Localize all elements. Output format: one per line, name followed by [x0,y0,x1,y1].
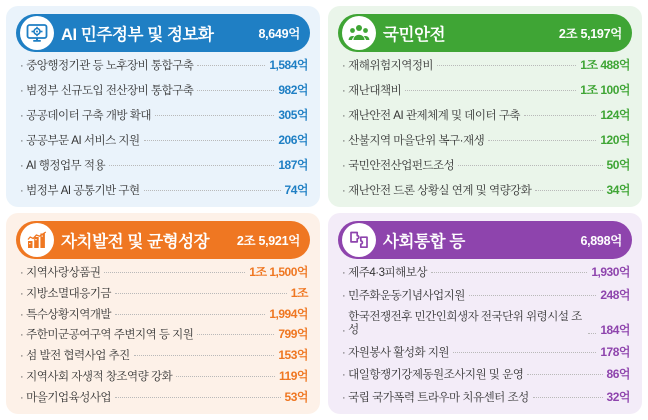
panel-item-list [16,263,310,408]
panel-total: 2조 5,197억 [558,27,622,41]
item-amount: 86억 [606,367,630,382]
bullet-icon: · [20,84,24,97]
bullet-icon: · [20,350,24,363]
list-item [20,348,308,364]
item-label: 공공부문 AI 서비스 지원 [26,134,140,147]
panel-total: 2조 5,921억 [236,234,300,248]
panel-public-safety [328,6,642,207]
leader-line [115,293,287,294]
list-item [342,367,630,383]
panel-title: 국민안전 [383,26,446,44]
bullet-icon: · [20,391,24,404]
bullet-icon: · [20,287,24,300]
panel-local-development [6,213,320,414]
bullet-icon: · [20,134,24,147]
list-item [20,133,308,149]
list-item [342,58,630,74]
panel-item-list [338,263,632,408]
item-label: 재난안전 AI 관제체계 및 데이터 구축 [348,109,521,122]
list-item [342,345,630,361]
item-label: 공공데이터 구축 개방 확대 [26,109,151,122]
item-amount: 1,994억 [269,306,308,321]
bullet-icon: · [342,346,346,359]
leader-line [588,333,596,334]
list-item [20,327,308,343]
item-label: 제주4·3피해보상 [348,267,427,279]
leader-line [535,190,602,191]
leader-line [197,90,274,91]
leader-line [134,355,275,356]
bullet-icon: · [342,184,346,197]
item-amount: 34억 [606,182,630,197]
list-item [342,183,630,199]
leader-line [115,314,265,315]
bullet-icon: · [20,329,24,342]
bullet-icon: · [20,184,24,197]
item-label: 섬 발전 협력사업 추진 [26,350,130,363]
item-label: 자원봉사 활성화 지원 [348,346,450,359]
list-item [342,310,630,338]
leader-line [197,65,265,66]
leader-line [458,165,602,166]
leader-line [104,272,245,273]
bullet-icon: · [20,267,24,279]
list-item [20,286,308,302]
item-amount: 799억 [278,327,308,342]
item-amount: 982억 [278,82,308,97]
list-item [20,390,308,406]
panel-item-list [16,56,310,201]
item-amount: 1,930억 [591,265,630,279]
bullet-icon: · [20,370,24,383]
list-item [342,390,630,406]
item-label: 특수상황지역개발 [26,308,112,321]
bullet-icon: · [20,159,24,172]
item-amount: 74억 [284,182,308,197]
bullet-icon: · [342,369,346,382]
item-label: 주한미군공여구역 주변지역 등 지원 [26,329,194,342]
leader-line [115,397,281,398]
item-label: 산불지역 마을단위 복구·재생 [348,134,485,147]
monitor-gear-icon [20,16,54,50]
item-label: 범정부 신규도입 전산장비 통합구축 [26,84,194,97]
item-label: AI 행정업무 적용 [26,159,106,172]
leader-line [405,90,576,91]
leader-line [197,334,274,335]
leader-line [144,140,275,141]
item-label: 한국전쟁전후 민간인희생자 전국단위 위령시설 조성 [348,311,582,337]
leader-line [176,376,275,377]
item-label: 지역사회 자생적 창조역량 강화 [26,370,173,383]
item-label: 대일항쟁기강제동원조사지원 및 운영 [348,369,524,382]
list-item [342,265,630,281]
panel-item-list [338,56,632,201]
item-label: 민주화운동기념사업지원 [348,289,465,302]
panel-title: 사회통합 등 [383,233,465,251]
item-label: 지역사랑상품권 [26,267,101,279]
item-amount: 248억 [600,287,630,302]
panel-header-ai-government [16,14,310,52]
handshake-puzzle-icon [342,223,376,257]
bullet-icon: · [20,109,24,122]
panel-title: 자치발전 및 균형성장 [61,233,210,251]
list-item [342,83,630,99]
item-amount: 1조 [290,285,308,300]
leader-line [144,190,281,191]
leader-line [469,295,597,296]
item-label: 마을기업육성사업 [26,391,112,404]
list-item [20,83,308,99]
item-label: 재난대책비 [348,84,402,97]
item-label: 재난안전 드론 상황실 연계 및 역량강화 [348,184,532,197]
item-label: 중앙행정기관 등 노후장비 통합구축 [26,60,194,72]
item-amount: 184억 [600,322,630,337]
people-shield-icon [342,16,376,50]
list-item [20,183,308,199]
list-item [20,108,308,124]
item-label: 범정부 AI 공통기반 구현 [26,184,140,197]
leader-line [431,272,587,273]
leader-line [527,374,602,375]
item-amount: 53억 [284,389,308,404]
panel-header-local-development [16,221,310,259]
item-label: 지방소멸대응기금 [26,287,112,300]
bullet-icon: · [342,134,346,147]
list-item [20,58,308,74]
bullet-icon: · [342,267,346,279]
item-amount: 153억 [278,348,308,363]
list-item [20,369,308,385]
item-label: 국립 국가폭력 트라우마 치유센터 조성 [348,391,529,404]
bullet-icon: · [342,159,346,172]
item-amount: 50억 [606,157,630,172]
panel-title: AI 민주정부 및 정보화 [61,26,214,44]
bullet-icon: · [342,324,346,337]
city-chart-icon [20,223,54,257]
bullet-icon: · [20,60,24,72]
panel-total: 6,898억 [580,234,622,248]
leader-line [155,115,274,116]
item-amount: 1조 1,500억 [249,265,308,279]
bullet-icon: · [342,109,346,122]
item-amount: 206억 [278,132,308,147]
list-item [342,158,630,174]
item-amount: 1조 100억 [580,82,630,97]
panel-header-social-integration [338,221,632,259]
item-amount: 1,584억 [269,58,308,72]
item-amount: 32억 [606,389,630,404]
item-amount: 1조 488억 [580,58,630,72]
list-item [20,158,308,174]
item-label: 국민안전산업펀드조성 [348,159,455,172]
panel-ai-government [6,6,320,207]
list-item [342,108,630,124]
item-amount: 187억 [278,157,308,172]
item-amount: 120억 [600,132,630,147]
item-label: 재해위험지역정비 [348,60,434,72]
bullet-icon: · [20,308,24,321]
panel-header-public-safety [338,14,632,52]
list-item [20,265,308,281]
bullet-icon: · [342,60,346,72]
bullet-icon: · [342,391,346,404]
panel-total: 8,649억 [258,27,300,41]
leader-line [109,165,274,166]
leader-line [524,115,596,116]
leader-line [437,65,576,66]
leader-line [533,397,603,398]
item-amount: 119억 [279,368,308,383]
bullet-icon: · [342,289,346,302]
leader-line [488,140,596,141]
list-item [342,133,630,149]
item-amount: 305억 [278,107,308,122]
item-amount: 178억 [600,344,630,359]
list-item [342,288,630,304]
bullet-icon: · [342,84,346,97]
list-item [20,307,308,323]
panel-social-integration [328,213,642,414]
item-amount: 124억 [600,107,630,122]
leader-line [453,352,596,353]
